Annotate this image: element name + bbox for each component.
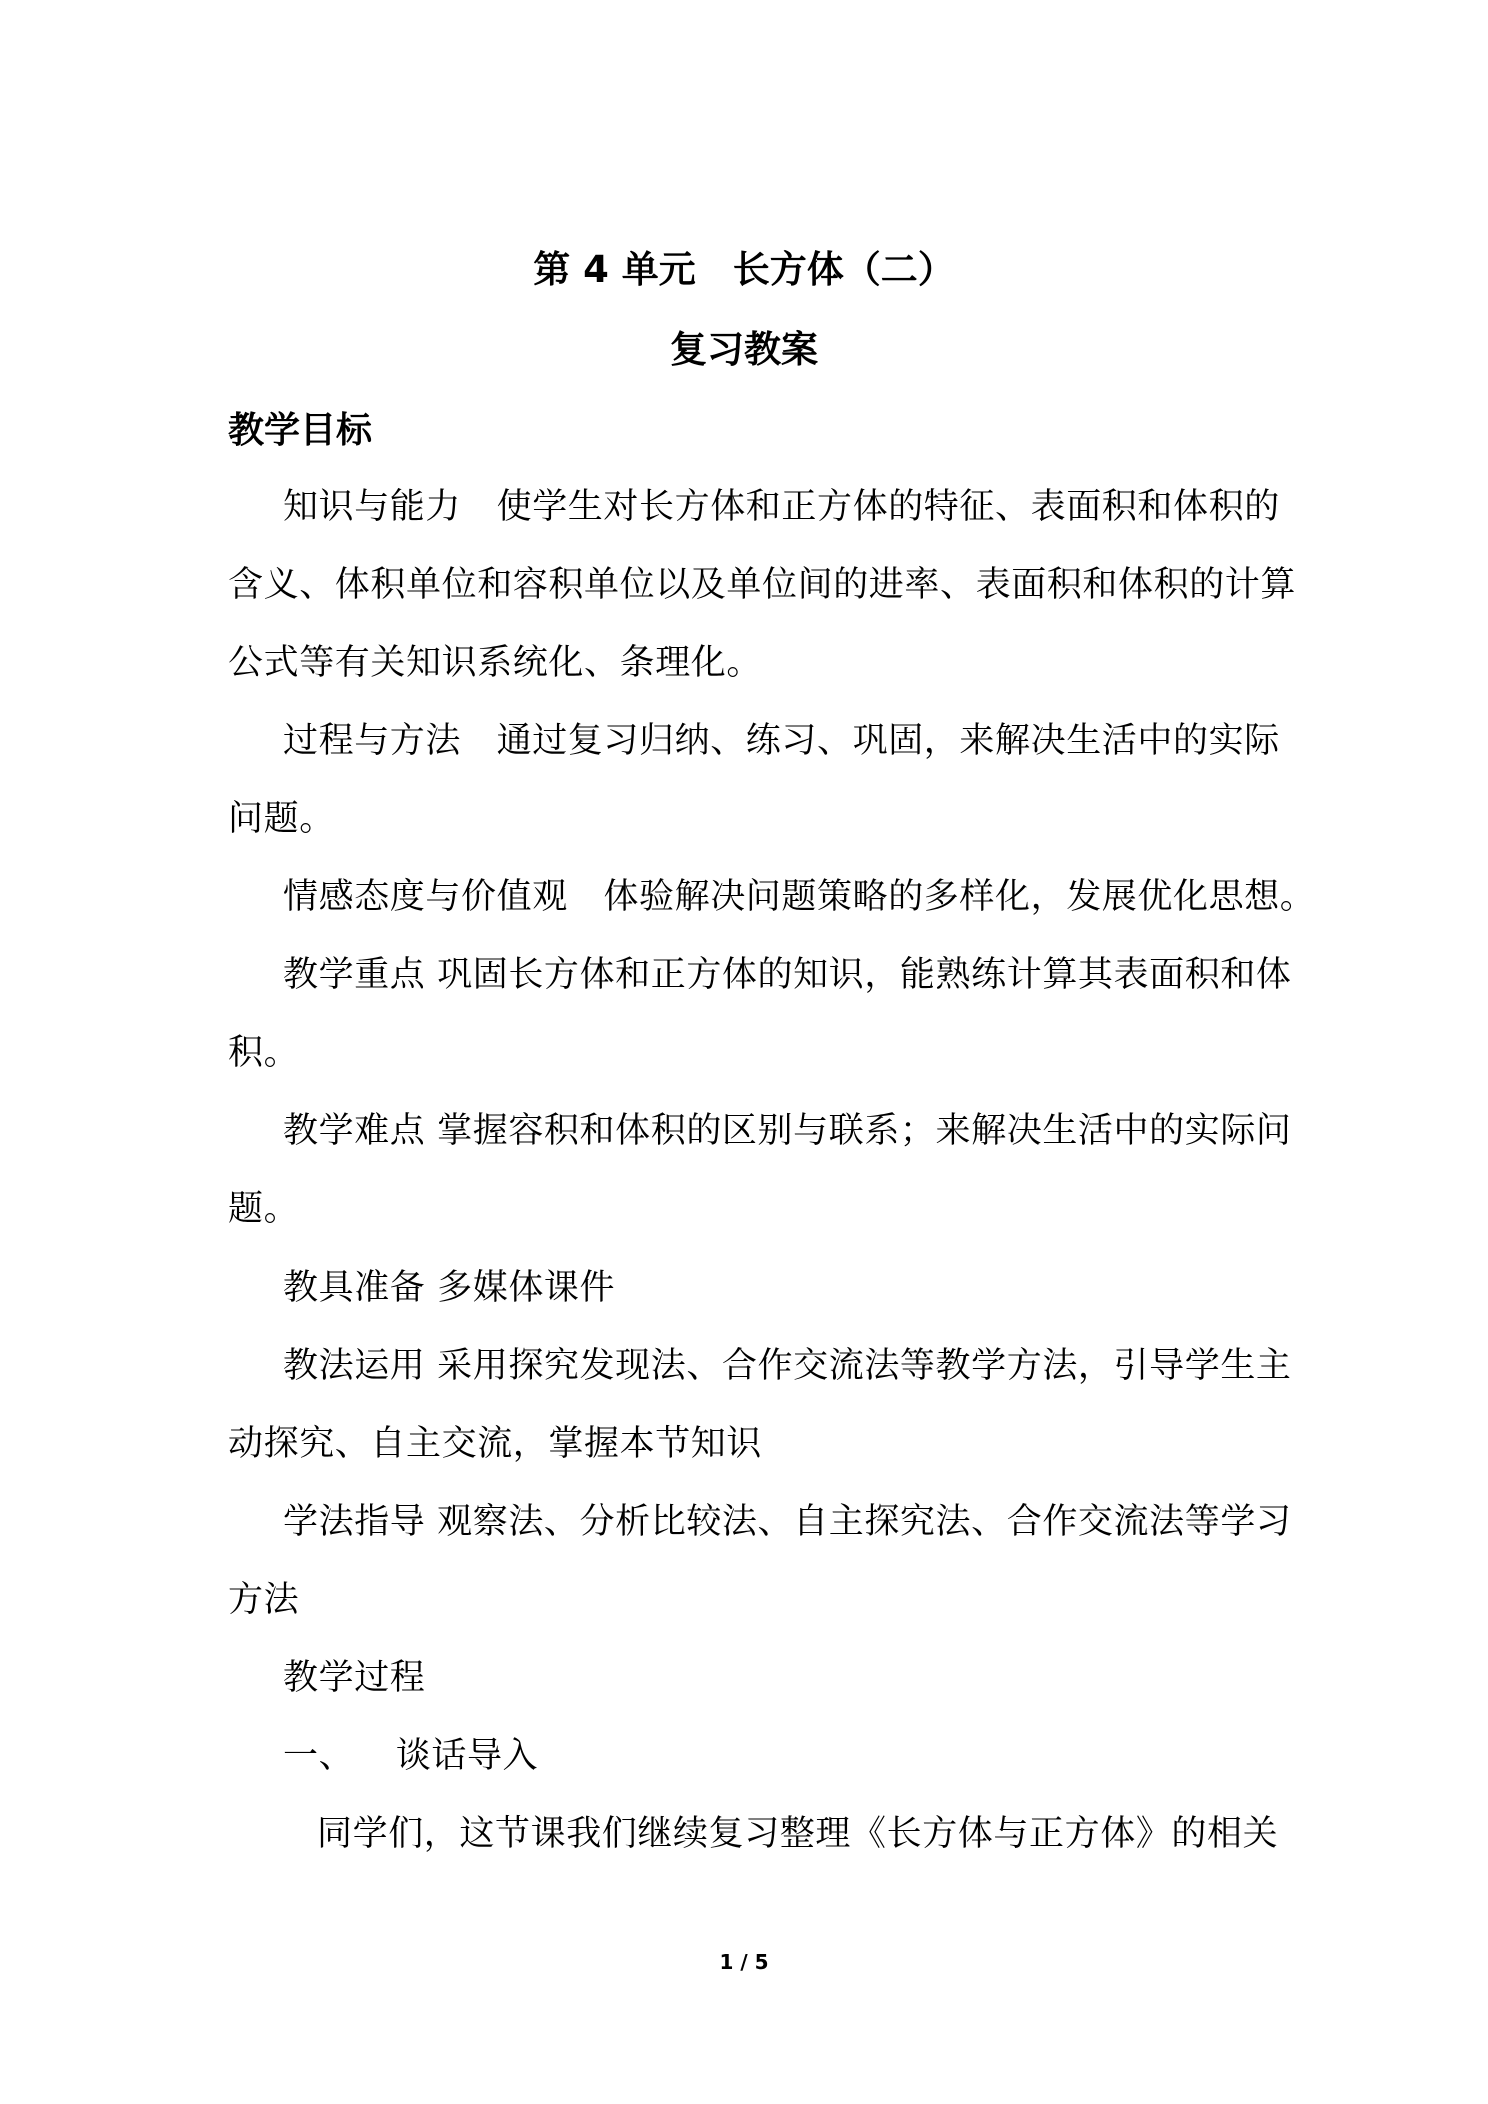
section-heading-teaching-goals: 教学目标 bbox=[228, 410, 373, 451]
body-line: 动探究、自主交流，掌握本节知识 bbox=[228, 1424, 763, 1464]
body-line: 一、 谈话导入 bbox=[283, 1736, 539, 1776]
body-line: 教学难点 掌握容积和体积的区别与联系；来解决生活中的实际问 bbox=[283, 1111, 1292, 1151]
body-line: 问题。 bbox=[228, 799, 335, 839]
body-line: 教法运用 采用探究发现法、合作交流法等教学方法，引导学生主 bbox=[283, 1346, 1292, 1386]
body-line: 积。 bbox=[228, 1033, 300, 1073]
document-title: 第 4 单元 长方体（二） bbox=[533, 248, 955, 291]
body-line: 教学过程 bbox=[283, 1658, 426, 1698]
document-subtitle: 复习教案 bbox=[670, 328, 818, 371]
body-line: 知识与能力 使学生对长方体和正方体的特征、表面积和体积的 bbox=[283, 487, 1280, 527]
body-line: 过程与方法 通过复习归纳、练习、巩固，来解决生活中的实际 bbox=[283, 721, 1280, 761]
body-line: 同学们，这节课我们继续复习整理《长方体与正方体》的相关 bbox=[317, 1814, 1279, 1854]
body-line: 公式等有关知识系统化、条理化。 bbox=[228, 643, 763, 683]
body-line: 含义、体积单位和容积单位以及单位间的进率、表面积和体积的计算 bbox=[228, 565, 1297, 605]
body-line: 学法指导 观察法、分析比较法、自主探究法、合作交流法等学习 bbox=[283, 1502, 1292, 1542]
body-line: 教学重点 巩固长方体和正方体的知识，能熟练计算其表面积和体 bbox=[283, 955, 1292, 995]
body-line: 教具准备 多媒体课件 bbox=[283, 1268, 616, 1308]
page-number: 1 / 5 bbox=[719, 1950, 769, 1974]
body-line: 情感态度与价值观 体验解决问题策略的多样化，发展优化思想。 bbox=[283, 877, 1316, 917]
body-line: 方法 bbox=[228, 1580, 300, 1620]
body-line: 题。 bbox=[228, 1189, 300, 1229]
